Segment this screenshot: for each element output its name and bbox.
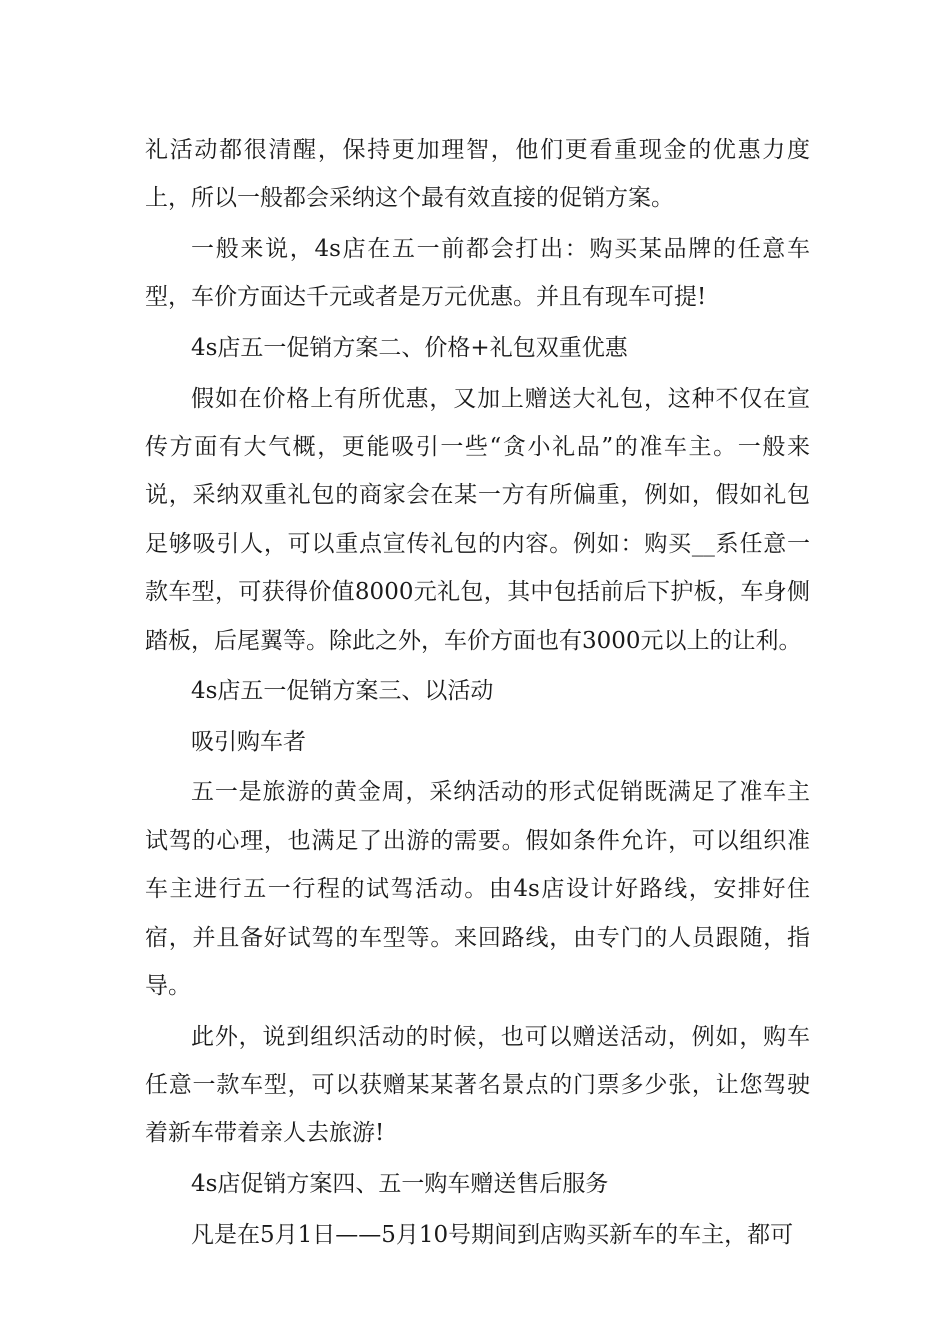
paragraph-gift-activity: 此外，说到组织活动的时候，也可以赠送活动，例如，购车任意一款车型，可以获赠某某著名景点的门票多少张，让您驾驶着新车带着亲人去旅游! bbox=[145, 1023, 810, 1147]
document-body bbox=[145, 126, 810, 1261]
section-heading-plan-three: 4s店五一促销方案三、以活动 bbox=[191, 678, 494, 705]
section-heading-plan-four: 4s店促销方案四、五一购车赠送售后服务 bbox=[191, 1171, 609, 1198]
paragraph-general-promo: 一般来说，4s店在五一前都会打出：购买某品牌的任意车型，车价方面达千元或者是万元优惠。并且有现车可提! bbox=[145, 236, 810, 311]
paragraph-after-sales: 凡是在5月1日——5月10号期间到店购买新车的车主，都可 bbox=[191, 1221, 794, 1248]
paragraph-continuation: 礼活动都很清醒，保持更加理智，他们更看重现金的优惠力度上，所以一般都会采纳这个最有效直接的促销方案。 bbox=[145, 137, 810, 212]
paragraph-price-gift-pack: 假如在价格上有所优惠，又加上赠送大礼包，这种不仅在宣传方面有大气概，更能吸引一些“贪小礼品”的准车主。一般来说，采纳双重礼包的商家会在某一方有所偏重，例如，假如礼包足够吸引人，可以重点宣传礼包的内容。例如：购买__系任意一款车型，可获得价值8000元礼包，其中包括前后下护板，车身侧踏板，后尾翼等。除此之外，车价方面也有3000元以上的让利。 bbox=[145, 385, 810, 654]
section-heading-plan-two: 4s店五一促销方案二、价格+礼包双重优惠 bbox=[191, 335, 628, 361]
paragraph-test-drive-activity: 五一是旅游的黄金周，采纳活动的形式促销既满足了准车主试驾的心理，也满足了出游的需要。假如条件允许，可以组织准车主进行五一行程的试驾活动。由4s店设计好路线，安排好住宿，并且备好试驾的车型等。来回路线，由专门的人员跟随，指导。 bbox=[145, 779, 810, 1000]
section-heading-plan-three-cont: 吸引购车者 bbox=[191, 728, 306, 755]
